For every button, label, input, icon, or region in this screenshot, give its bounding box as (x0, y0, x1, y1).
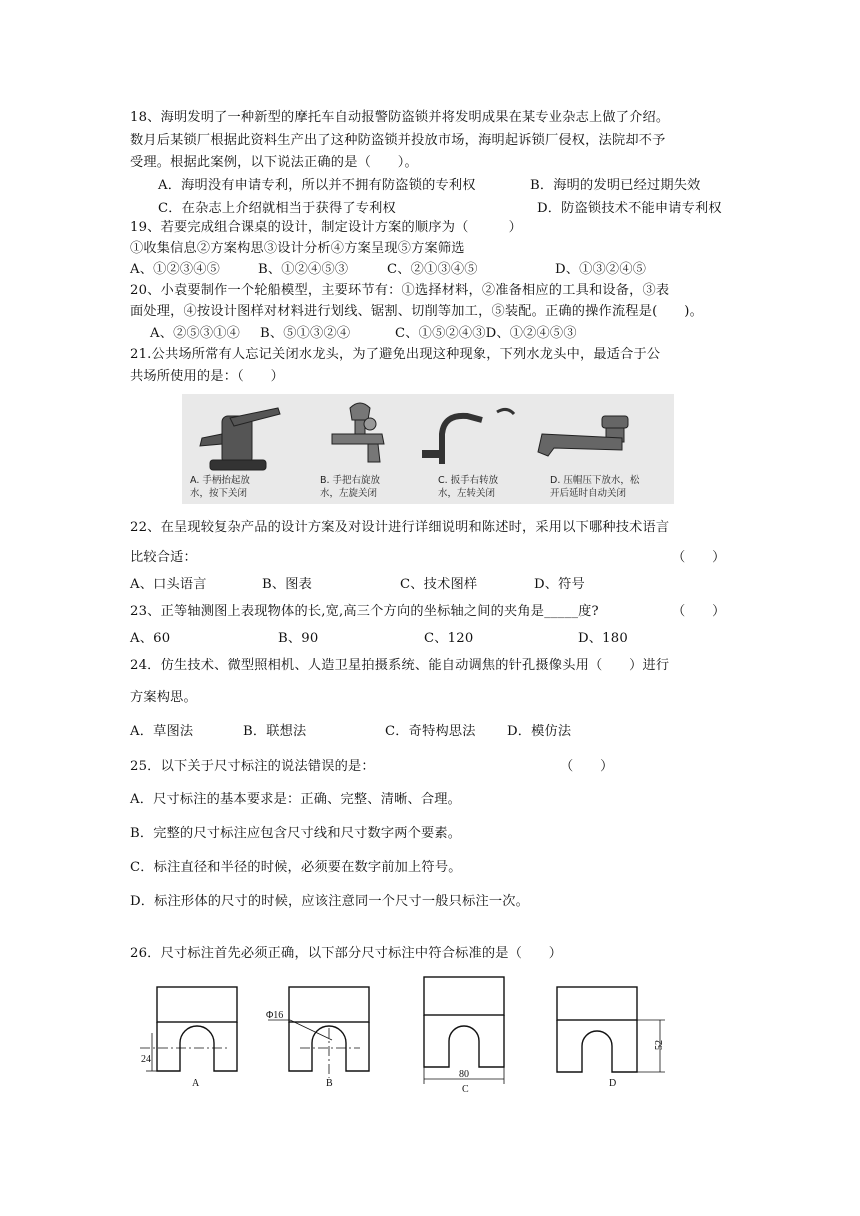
q25-paren: （ ） (560, 759, 614, 774)
faucet-a-caption-1: A. 手柄抬起放 (190, 475, 250, 486)
q19-option-c: C、②①③④⑤ (387, 262, 478, 277)
figure-b-dimension: Φ16 (266, 1010, 284, 1021)
q20-option-b: B、⑤①③②④ (260, 326, 351, 341)
q20-line1: 20、小袁要制作一个轮船模型，主要环节有：①选择材料，②准备相应的工具和设备，③表 (130, 283, 670, 298)
figure-c-label: C (462, 1084, 469, 1095)
q23-option-b: B、90 (278, 631, 319, 646)
q19-option-b: B、①②④⑤③ (258, 262, 349, 277)
figure-d-label: D (609, 1078, 617, 1089)
q22-option-a: A、口头语言 (130, 577, 207, 592)
faucet-b-caption-2: 水，左旋关闭 (320, 488, 378, 499)
figure-a-dimension: 24 (141, 1054, 151, 1065)
figure-d-drawing (557, 987, 665, 1072)
q18-option-a: A．海明没有申请专利，所以并不拥有防盗锁的专利权 (158, 178, 476, 193)
q20-option-cd: C、①⑤②④③D、①②④⑤③ (395, 326, 577, 341)
q22-line1: 22、在呈现较复杂产品的设计方案及对设计进行详细说明和陈述时，采用以下哪种技术语言 (130, 520, 670, 535)
q26-line1: 26．尺寸标注首先必须正确，以下部分尺寸标注中符合标准的是（ ） (130, 946, 563, 961)
q18-option-b: B．海明的发明已经过期失效 (530, 178, 701, 193)
q22-paren: （ ） (672, 550, 726, 565)
figure-b-label: B (326, 1078, 333, 1089)
q23-option-d: D、180 (578, 631, 628, 646)
q24-line1: 24．仿生技术、微型照相机、人造卫星拍摄系统、能自动调焦的针孔摄像头用（ ）进行 (130, 658, 670, 673)
q22-option-d: D、符号 (534, 577, 585, 592)
figure-c-drawing (424, 977, 504, 1084)
q22-line2: 比较合适： (130, 550, 197, 565)
q18-line1: 18、海明发明了一种新型的摩托车自动报警防盗锁并将发明成果在某专业杂志上做了介绍。 (130, 110, 670, 125)
q23-paren: （ ） (672, 604, 726, 619)
q20-option-a: A、②⑤③①④ (150, 326, 241, 341)
q21-line1: 21.公共场所常有人忘记关闭水龙头，为了避免出现这种现象，下列水龙头中，最适合于公 (130, 347, 661, 362)
q19-line1: 19、若要完成组合课桌的设计，制定设计方案的顺序为（ ） (130, 220, 523, 235)
figure-d-dimension: 52 (654, 1040, 665, 1050)
figure-a-label: A (192, 1078, 200, 1089)
q25-option-b: B．完整的尺寸标注应包含尺寸线和尺寸数字两个要素。 (130, 826, 462, 841)
q18-option-d: D．防盗锁技术不能申请专利权 (537, 201, 722, 216)
q25-option-a: A．尺寸标注的基本要求是：正确、完整、清晰、合理。 (130, 792, 462, 807)
figure-b-drawing (268, 987, 369, 1078)
q23-option-c: C、120 (424, 631, 474, 646)
faucet-c-caption-2: 水，左转关闭 (438, 488, 496, 499)
q23-line1: 23、正等轴测图上表现物体的长,宽,高三个方向的坐标轴之间的夹角是_____度? (130, 604, 599, 619)
q24-option-c: C．奇特构思法 (385, 724, 476, 739)
q19-option-a: A、①②③④⑤ (130, 262, 221, 277)
q23-option-a: A、60 (130, 631, 171, 646)
figure-a-drawing (140, 987, 237, 1071)
q18-option-c: C．在杂志上介绍就相当于获得了专利权 (158, 201, 396, 216)
faucet-a-caption-2: 水，按下关闭 (190, 488, 248, 499)
q24-option-d: D．模仿法 (507, 724, 572, 739)
faucet-c-caption-1: C. 扳手右转放 (438, 475, 499, 486)
q22-option-c: C、技术图样 (400, 577, 478, 592)
q21-line2: 共场所使用的是：（ ） (130, 369, 285, 384)
q19-option-d: D、①③②④⑤ (555, 262, 647, 277)
q25-option-c: C．标注直径和半径的时候，必须要在数字前加上符号。 (130, 860, 462, 875)
q18-line3: 受理。根据此案例，以下说法正确的是（ ）。 (130, 155, 418, 170)
q25-line1: 25．以下关于尺寸标注的说法错误的是： (130, 759, 375, 774)
q25-option-d: D．标注形体的尺寸的时候，应该注意同一个尺寸一般只标注一次。 (130, 894, 530, 909)
q18-line2: 数月后某锁厂根据此资料生产出了这种防盗锁并投放市场，海明起诉锁厂侵权，法院却不予 (130, 133, 666, 148)
faucet-b-caption-1: B. 手把右旋放 (320, 475, 381, 486)
q24-line2: 方案构思。 (130, 690, 197, 705)
q20-line2: 面处理，④按设计图样对材料进行划线、锯割、切削等加工，⑤装配。正确的操作流程是( )。 (130, 304, 703, 319)
figure-c-dimension: 80 (459, 1069, 469, 1080)
q19-line2: ①收集信息②方案构思③设计分析④方案呈现⑤方案筛选 (130, 241, 465, 256)
faucet-d-caption-1: D. 压帽压下放水，松 (550, 475, 640, 486)
faucet-d-caption-2: 开后延时自动关闭 (550, 488, 627, 499)
q24-option-a: A．草图法 (130, 724, 194, 739)
q24-option-b: B．联想法 (243, 724, 307, 739)
q22-option-b: B、图表 (262, 577, 313, 592)
